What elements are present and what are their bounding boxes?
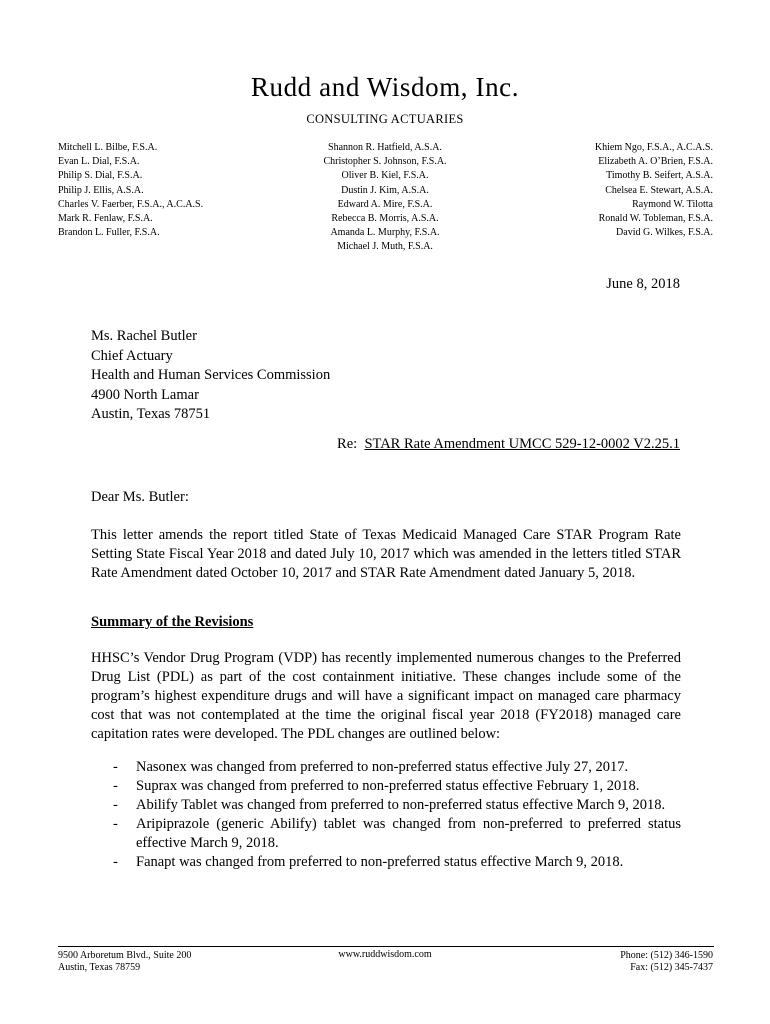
firm-subtitle: CONSULTING ACTUARIES	[306, 112, 464, 126]
list-item	[91, 796, 681, 815]
staff-list-right	[540, 141, 713, 240]
staff-name: Oliver B. Kiel, F.S.A.	[341, 170, 429, 182]
staff-name: Dustin J. Kim, A.S.A.	[341, 184, 429, 196]
staff-name: Rebecca B. Morris, A.S.A.	[331, 213, 439, 225]
staff-name: David G. Wilkes, F.S.A.	[616, 227, 713, 239]
recipient-address	[91, 327, 330, 425]
footer-fax: Fax: (512) 345-7437	[630, 962, 713, 973]
staff-name: Elizabeth A. O’Brien, F.S.A.	[598, 156, 713, 168]
list-item	[91, 777, 681, 796]
staff-name: Philip S. Dial, F.S.A.	[58, 170, 143, 182]
subject-line	[250, 435, 680, 454]
recipient-line: Ms. Rachel Butler	[91, 328, 197, 344]
footer-address-line: Austin, Texas 78759	[58, 962, 141, 973]
bullet-marker: -	[113, 797, 118, 813]
staff-name: Raymond W. Tilotta	[632, 198, 713, 210]
staff-name: Edward A. Mire, F.S.A.	[337, 198, 433, 210]
bullet-marker: -	[113, 778, 118, 794]
staff-name: Charles V. Faerber, F.S.A., A.C.A.S.	[58, 198, 204, 210]
subject-label: Re:	[337, 436, 358, 452]
footer-address-line: 9500 Arboretum Blvd., Suite 200	[58, 950, 192, 961]
list-item	[91, 853, 681, 872]
subject-text: STAR Rate Amendment UMCC 529-12-0002 V2.25.1	[364, 436, 680, 452]
bullet-marker: -	[113, 816, 118, 832]
recipient-line: Health and Human Services Commission	[91, 367, 331, 383]
staff-name: Philip J. Ellis, A.S.A.	[58, 184, 144, 196]
staff-name: Christopher S. Johnson, F.S.A.	[323, 156, 447, 168]
footer-divider	[58, 946, 714, 947]
staff-name: Timothy B. Seifert, A.S.A.	[606, 170, 713, 182]
staff-name: Khiem Ngo, F.S.A., A.C.A.S.	[594, 142, 713, 153]
staff-name: Michael J. Muth, F.S.A.	[337, 241, 433, 253]
revisions-paragraph: HHSC’s Vendor Drug Program (VDP) has recently implemented numerous changes to the Preferred Drug List (PDL) as part of the cost containment initiative. These changes include some of the program’s highest expenditure drugs and will have a significant impact on managed care pharmacy cost that was not contemplated at the time the original fiscal year 2018 (FY2018) managed care capitation rates were developed. The PDL changes are outlined below:	[91, 650, 681, 742]
staff-name: Chelsea E. Stewart, A.S.A.	[605, 184, 713, 196]
staff-list-middle	[285, 141, 485, 255]
bullet-marker: -	[113, 759, 118, 775]
staff-name: Mitchell L. Bilbe, F.S.A.	[58, 142, 158, 153]
staff-name: Mark R. Fenlaw, F.S.A.	[58, 213, 153, 225]
staff-name: Evan L. Dial, F.S.A.	[58, 156, 140, 168]
list-item	[91, 815, 681, 853]
letter-date: June 8, 2018	[606, 276, 680, 292]
intro-paragraph: This letter amends the report titled State of Texas Medicaid Managed Care STAR Program Rate Setting State Fiscal Year 2018 and dated July 10, 2017 which was amended in the letters titled STAR Rate Amendment dated October 10, 2017 and STAR Rate Amendment dated January 5, 2018.	[91, 527, 681, 581]
list-item	[91, 758, 681, 777]
salutation: Dear Ms. Butler:	[91, 489, 189, 505]
list-item-text: Fanapt was changed from preferred to non-preferred status effective March 9, 2018.	[136, 854, 624, 870]
staff-name: Brandon L. Fuller, F.S.A.	[58, 227, 160, 239]
staff-name: Amanda L. Murphy, F.S.A.	[330, 227, 440, 239]
recipient-line: Chief Actuary	[91, 347, 173, 364]
footer-phone: Phone: (512) 346-1590	[620, 950, 713, 961]
staff-name: Shannon R. Hatfield, A.S.A.	[328, 142, 442, 153]
staff-name: Ronald W. Tobleman, F.S.A.	[598, 213, 713, 225]
staff-list-left	[58, 141, 203, 240]
recipient-line: Austin, Texas 78751	[91, 406, 211, 422]
footer-address	[58, 950, 191, 974]
firm-name: Rudd and Wisdom, Inc.	[250, 72, 520, 102]
list-item-text: Nasonex was changed from preferred to non-preferred status effective July 27, 2017.	[136, 759, 629, 775]
section-heading: Summary of the Revisions	[91, 614, 254, 630]
footer-website: www.ruddwisdom.com	[338, 949, 432, 960]
recipient-line: 4900 North Lamar	[91, 386, 199, 403]
pdl-change-list	[91, 758, 681, 872]
list-item-text: Abilify Tablet was changed from preferred to non-preferred status effective March 9, 2018.	[136, 797, 666, 813]
list-item-text: Aripiprazole (generic Abilify) tablet was changed from non-preferred to preferred status effective March 9, 2018.	[136, 816, 681, 851]
list-item-text: Suprax was changed from preferred to non-preferred status effective February 1, 2018.	[136, 778, 640, 794]
bullet-marker: -	[113, 854, 118, 870]
footer-contact	[540, 950, 713, 974]
